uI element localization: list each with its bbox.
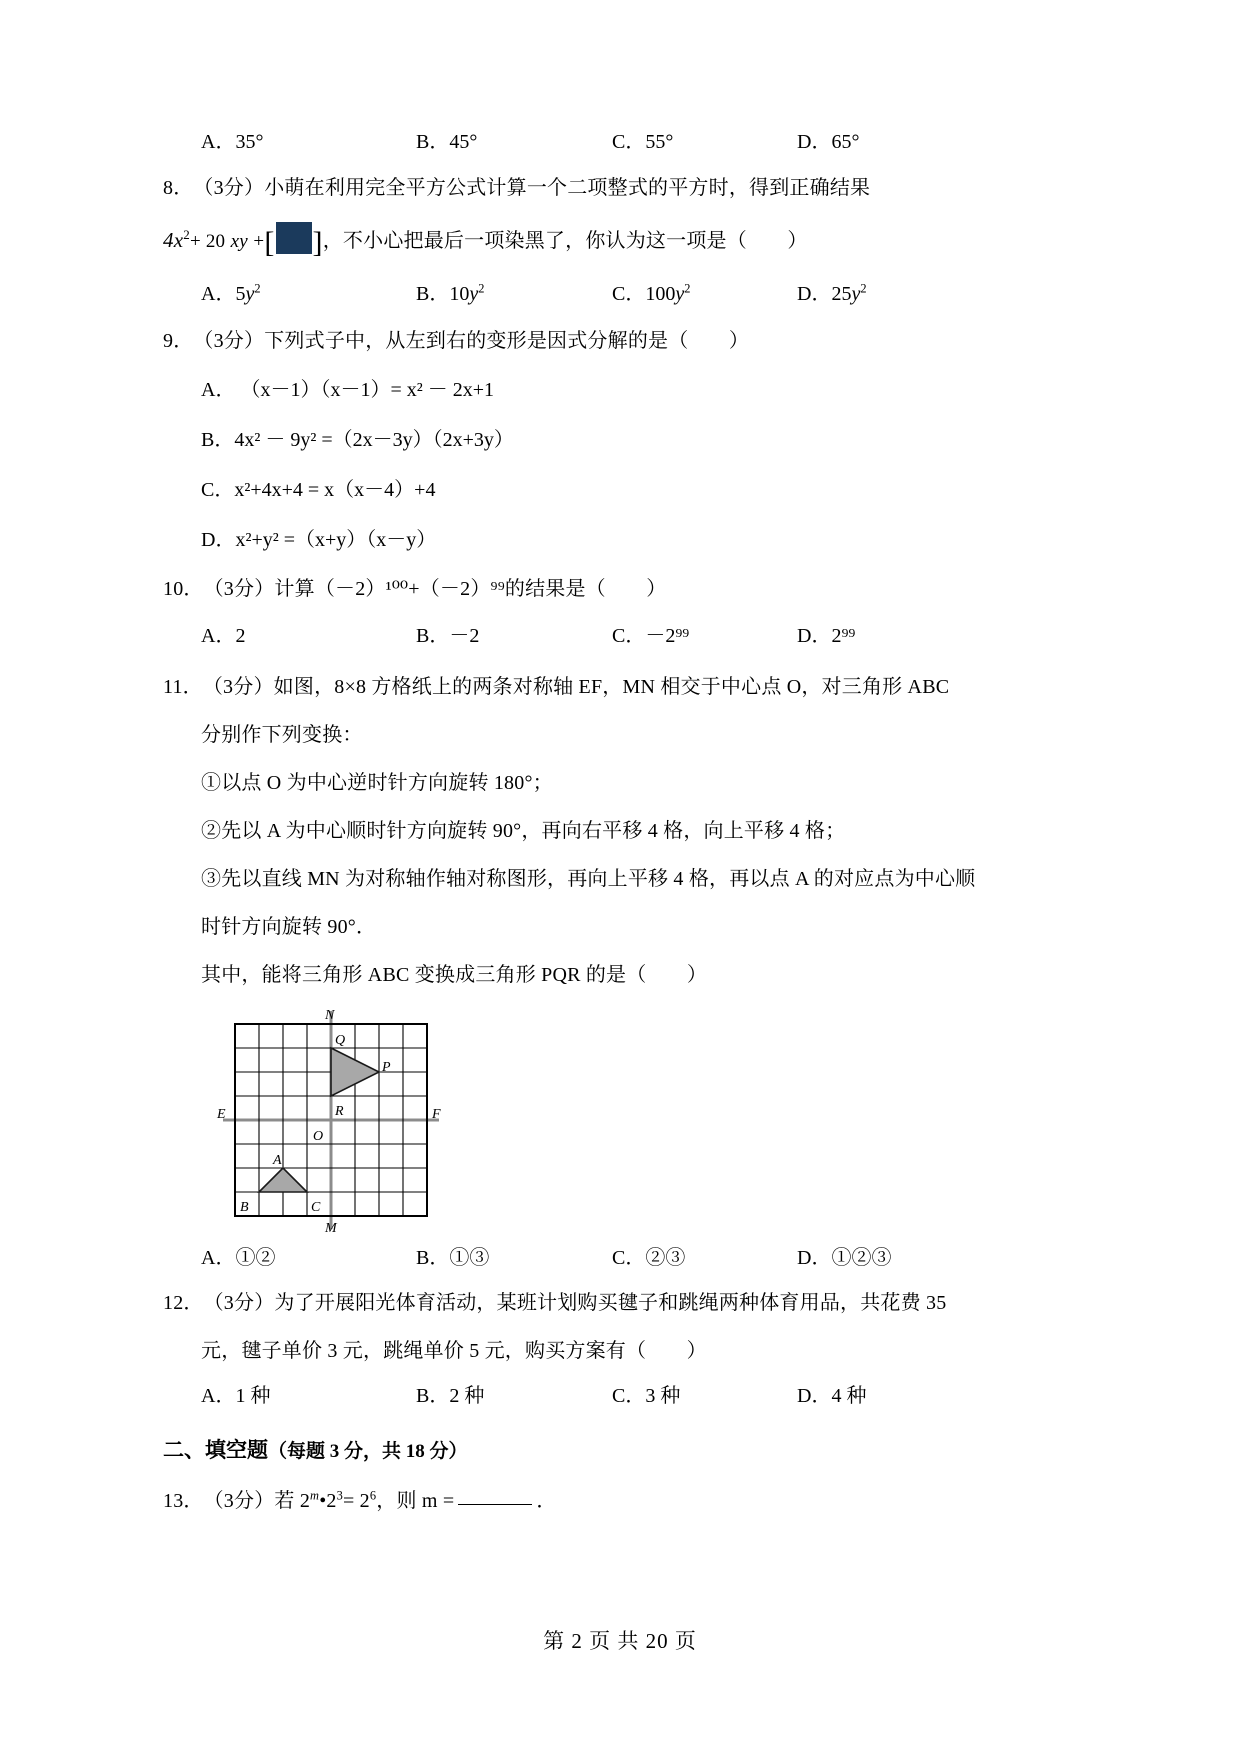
q8-option-c[interactable]	[612, 271, 797, 317]
q10-stem	[163, 565, 1078, 613]
q8-formula-exponent: 2	[183, 227, 190, 242]
q12-option-d[interactable]: D．4 种	[797, 1385, 867, 1407]
q8-options-row	[163, 271, 1078, 317]
label-c: C	[311, 1200, 321, 1215]
q9-score: （3分）	[193, 330, 265, 352]
page-footer: 第 2 页 共 20 页	[543, 1629, 697, 1653]
q8-option-c-exp: 2	[684, 281, 691, 296]
q10-option-d[interactable]: D．2⁹⁹	[797, 625, 856, 647]
q11-transform-3-cont: 时针方向旋转 90°．	[201, 916, 377, 938]
q11-option-d[interactable]: D．①②③	[797, 1247, 892, 1269]
page-content	[163, 120, 1078, 1525]
q7-option-c[interactable]: C．55°	[612, 131, 674, 153]
triangle-abc	[259, 1168, 307, 1192]
q8-stem-text: 小萌在利用完全平方公式计算一个二项整式的平方时，得到正确结果	[264, 177, 871, 199]
label-b: B	[240, 1200, 249, 1215]
q8-formula	[163, 226, 323, 259]
q8-option-c-label: C．100	[612, 283, 676, 305]
q10-option-c[interactable]: C．－2⁹⁹	[612, 625, 690, 647]
left-bracket-icon: [	[264, 226, 275, 259]
section-2-title: 二、填空题	[163, 1438, 268, 1462]
q8-option-a-var: y	[245, 283, 255, 305]
q7-options-row	[163, 120, 1078, 164]
label-e: E	[217, 1107, 226, 1122]
label-p: P	[382, 1060, 391, 1075]
q11-transform-3: ③先以直线 MN 为对称轴作轴对称图形，再向上平移 4 格，再以点 A 的对应点为中心顺	[201, 868, 976, 890]
q13-stem-pre: 若 2	[274, 1490, 311, 1512]
q11-stem-text1: 如图，8×8 方格纸上的两条对称轴 EF，MN 相交于中心点 O，对三角形 ABC	[273, 676, 950, 698]
label-a: A	[273, 1153, 282, 1168]
q13-stem-post: ，则 m =	[376, 1490, 455, 1512]
q8-option-d-exp: 2	[860, 281, 867, 296]
q10-stem-text: 计算（－2）¹⁰⁰+（－2）⁹⁹的结果是（ ）	[274, 578, 667, 600]
q11-question-line: 其中，能将三角形 ABC 变换成三角形 PQR 的是（ ）	[201, 964, 708, 986]
q9-number: 9．	[163, 330, 194, 352]
grid-figure-svg	[201, 1005, 461, 1235]
q13-answer-blank[interactable]	[458, 1503, 532, 1505]
q13-stem-end: ．	[536, 1490, 557, 1512]
q8-formula-plus: +	[253, 231, 265, 252]
q9-option-b[interactable]: B．4x² － 9y² =（2x－3y）（2x+3y）	[201, 429, 514, 451]
q8-score: （3分）	[193, 177, 265, 199]
q11-grid-figure	[201, 1005, 461, 1235]
q12-option-c[interactable]: C．3 种	[612, 1385, 681, 1407]
q13-exp-6: 6	[369, 1488, 377, 1503]
q12-option-a[interactable]: A．1 种	[201, 1385, 271, 1407]
q7-option-b[interactable]: B．45°	[416, 131, 478, 153]
label-m: M	[325, 1221, 337, 1235]
q11-option-b[interactable]: B．①③	[416, 1247, 490, 1269]
right-bracket-icon: ]	[312, 226, 323, 259]
q8-option-a[interactable]	[201, 271, 416, 317]
q8-formula-mid: + 20	[189, 231, 226, 252]
q10-score: （3分）	[203, 578, 275, 600]
q8-option-b[interactable]	[416, 271, 612, 317]
q8-formula-xy: xy	[230, 231, 248, 252]
q13-eq: = 2	[343, 1490, 370, 1512]
q12-stem-line1	[163, 1279, 1078, 1327]
q13-exp-3: 3	[336, 1488, 343, 1503]
q8-option-b-var: y	[469, 283, 479, 305]
q10-option-a[interactable]: A．2	[201, 625, 246, 647]
q11-stem-line2: 分别作下列变换：	[201, 724, 363, 746]
label-o: O	[313, 1129, 324, 1144]
q11-transform-1: ①以点 O 为中心逆时针方向旋转 180°；	[201, 772, 553, 794]
q9-stem	[163, 317, 1078, 365]
q8-option-c-var: y	[675, 283, 685, 305]
q9-option-c[interactable]: C．x²+4x+4 = x（x－4）+4	[201, 479, 436, 501]
q12-stem-text1: 为了开展阳光体育活动，某班计划购买毽子和跳绳两种体育用品，共花费 35	[274, 1292, 947, 1314]
q12-stem-line2: 元，毽子单价 3 元，跳绳单价 5 元，购买方案有（ ）	[201, 1340, 707, 1362]
q13-stem	[163, 1477, 1078, 1525]
label-n: N	[325, 1008, 335, 1023]
q11-figure-wrap	[163, 1005, 1078, 1237]
q11-number: 11．	[163, 676, 203, 698]
q11-stem-line1	[163, 663, 1078, 711]
label-q: Q	[335, 1033, 346, 1048]
q8-option-d-var: y	[851, 283, 861, 305]
q8-stem-text2: ，不小心把最后一项染黑了，你认为这一项是（ ）	[322, 230, 808, 252]
q13-dot: •2	[319, 1490, 337, 1512]
q8-stem-line1	[163, 164, 1078, 212]
section-2-heading	[163, 1425, 1078, 1477]
q11-score: （3分）	[202, 676, 274, 698]
q9-option-d[interactable]: D．x²+y² =（x+y）（x－y）	[201, 529, 437, 551]
q11-option-a[interactable]: A．①②	[201, 1247, 276, 1269]
q7-option-d[interactable]: D．65°	[797, 131, 860, 153]
q8-option-d-label: D．25	[797, 283, 852, 305]
q11-options-row	[163, 1237, 1078, 1279]
q7-option-a[interactable]: A．35°	[201, 131, 264, 153]
q11-option-c[interactable]: C．②③	[612, 1247, 686, 1269]
section-2-subtitle: （每题 3 分，共 18 分）	[268, 1441, 468, 1462]
q8-stem-line2	[163, 212, 1078, 271]
q11-transform-2: ②先以 A 为中心顺时针方向旋转 90°，再向右平移 4 格，向上平移 4 格；	[201, 820, 846, 842]
q9-option-a[interactable]: A． （x－1）（x－1）= x² － 2x+1	[201, 379, 494, 401]
q9-stem-text: 下列式子中，从左到右的变形是因式分解的是（ ）	[264, 330, 750, 352]
q12-number: 12．	[163, 1292, 204, 1314]
q10-option-b[interactable]: B．－2	[416, 625, 480, 647]
q12-score: （3分）	[203, 1292, 275, 1314]
ink-blot-box	[276, 222, 312, 254]
q8-option-b-exp: 2	[478, 281, 485, 296]
q8-option-a-label: A．5	[201, 283, 246, 305]
q8-option-d[interactable]	[797, 271, 867, 317]
q8-option-b-label: B．10	[416, 283, 470, 305]
q10-number: 10．	[163, 578, 204, 600]
q13-number: 13．	[163, 1490, 204, 1512]
q13-exp-m: m	[310, 1488, 320, 1503]
q8-number: 8．	[163, 177, 194, 199]
q8-formula-prefix: 4x	[163, 228, 184, 252]
q12-option-b[interactable]: B．2 种	[416, 1385, 485, 1407]
label-r: R	[335, 1104, 344, 1119]
q8-option-a-exp: 2	[254, 281, 261, 296]
label-f: F	[432, 1107, 441, 1122]
q12-options-row	[163, 1375, 1078, 1417]
q13-score: （3分）	[203, 1490, 275, 1512]
q10-options-row	[163, 613, 1078, 659]
